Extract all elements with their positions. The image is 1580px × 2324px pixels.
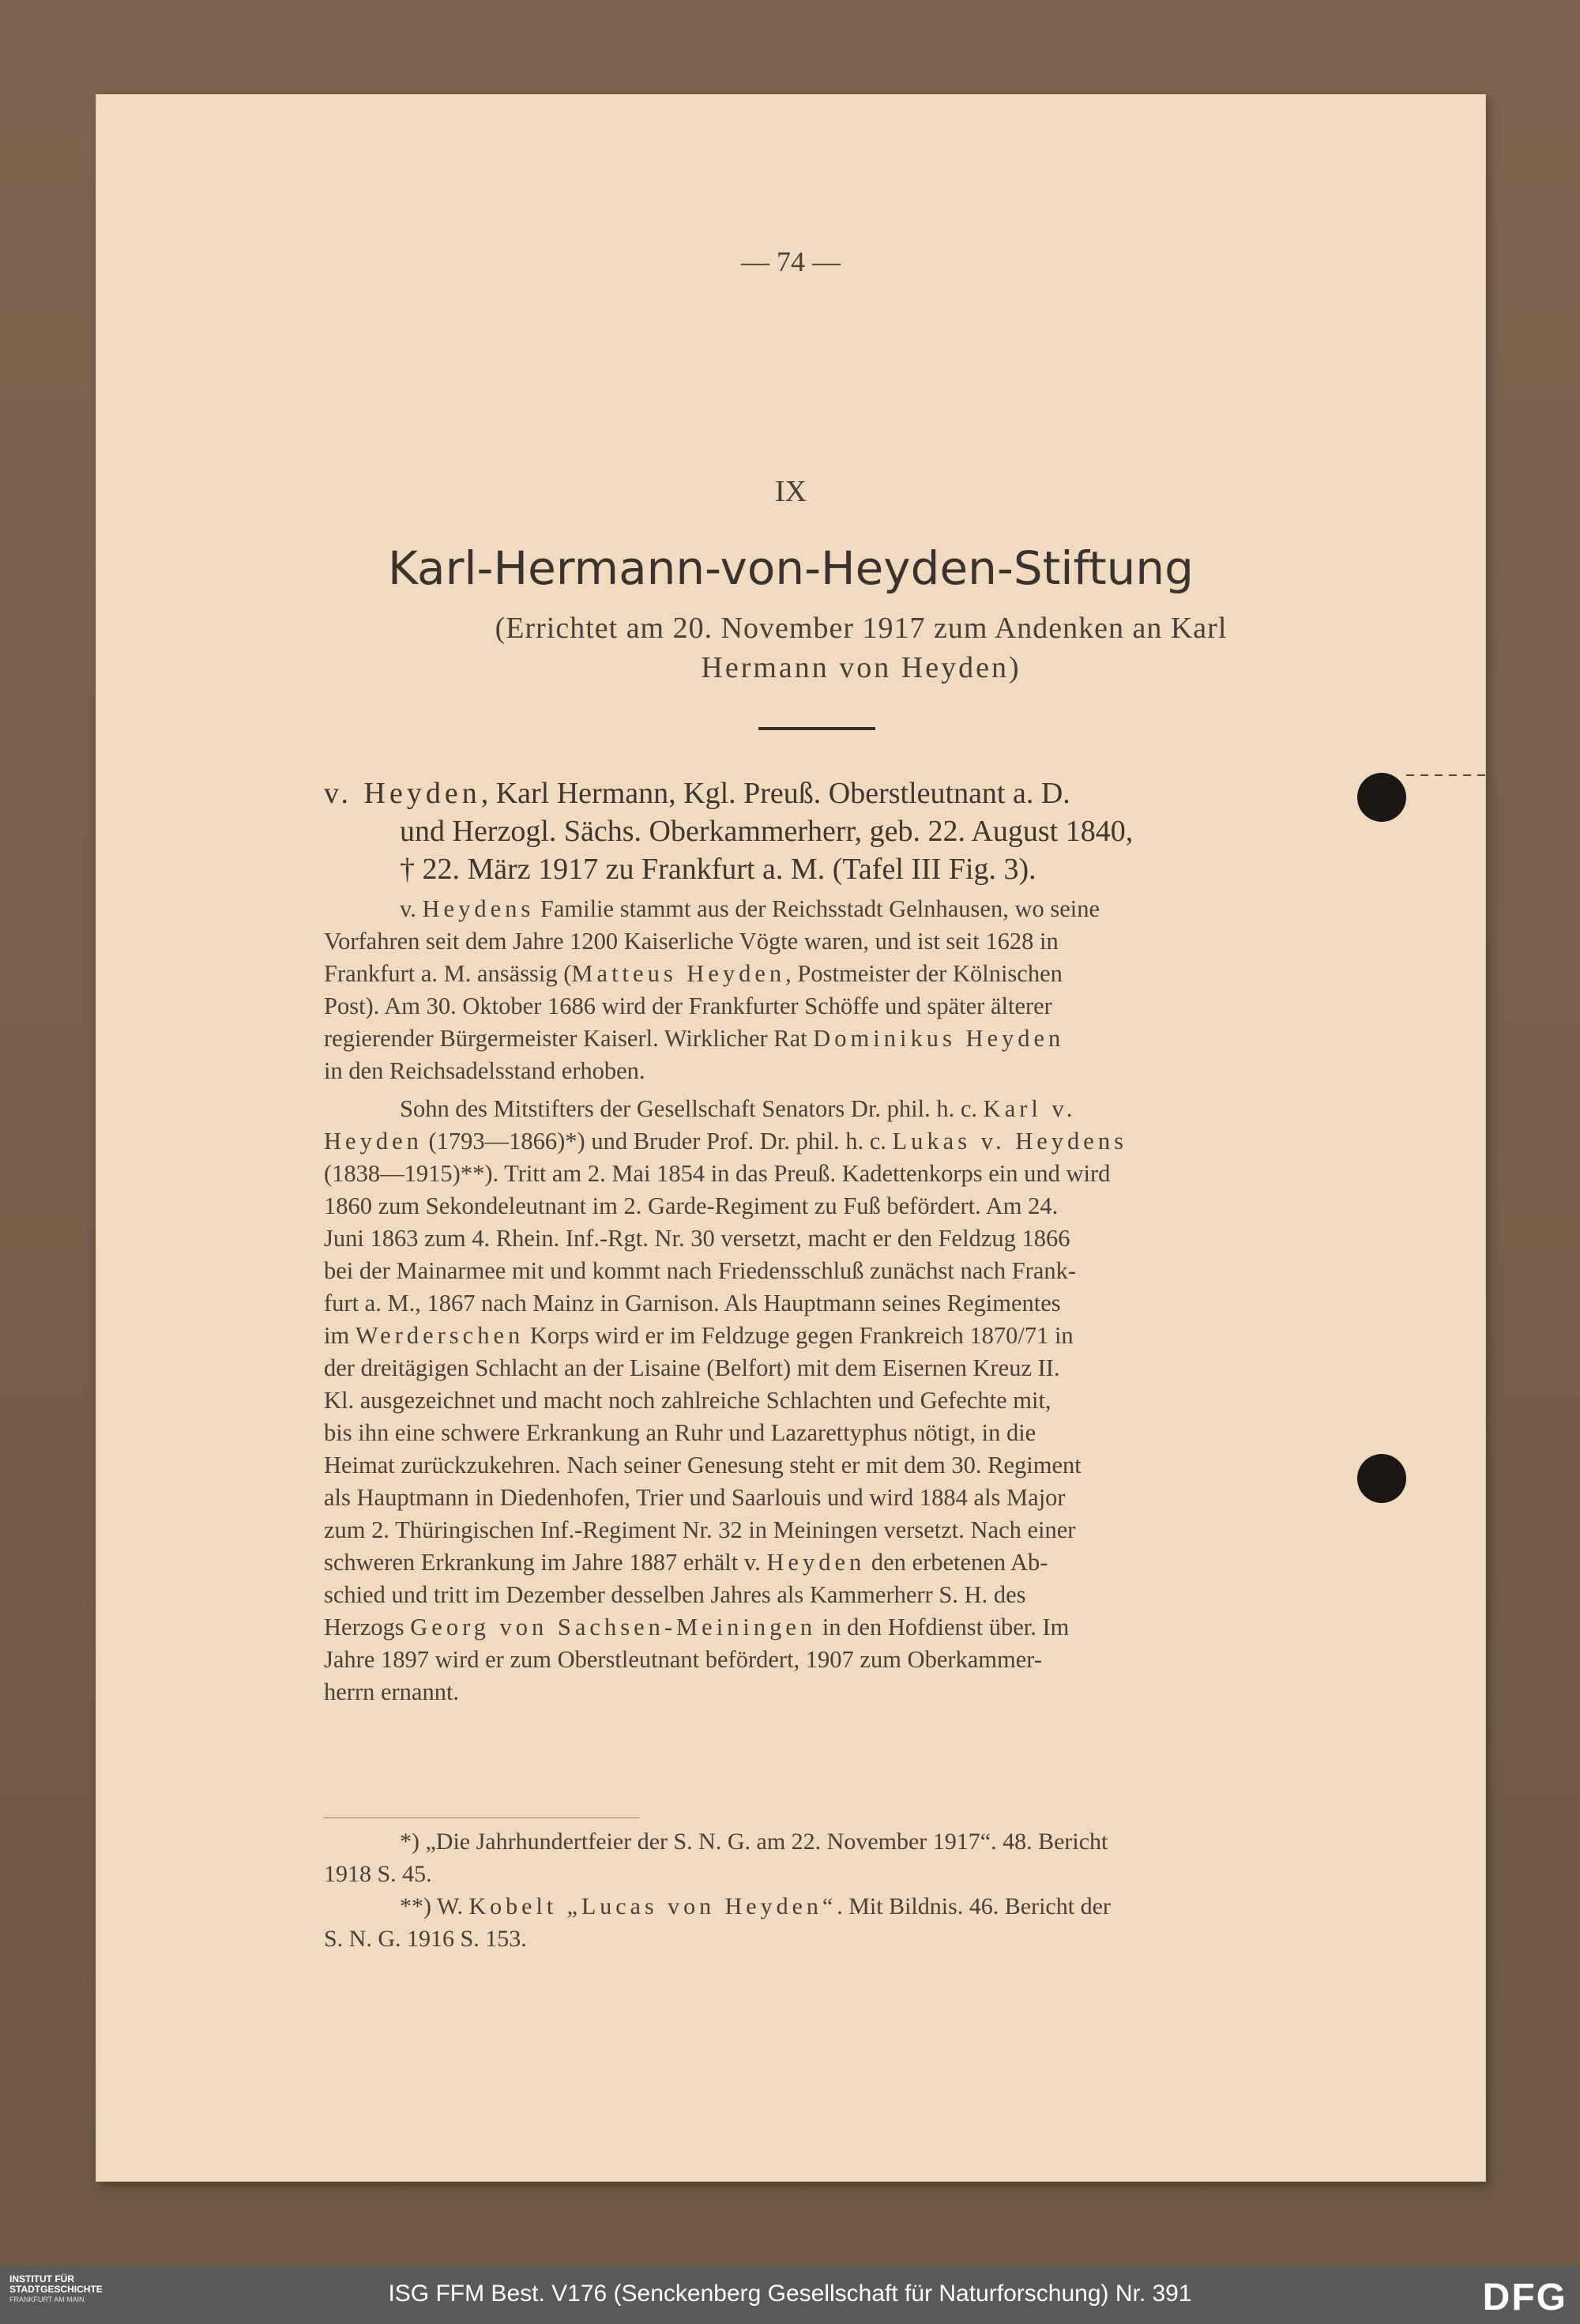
- footnotes: [324, 1825, 1398, 1955]
- text-line: Juni 1863 zum 4. Rhein. Inf.-Rgt. Nr. 30 versetzt, macht er den Feldzug 1866: [324, 1225, 1070, 1252]
- paragraph-biography: [324, 1093, 1398, 1708]
- text-run: schweren Erkrankung im Jahre 1887 erhält v.: [324, 1549, 767, 1576]
- text-line: Jahre 1897 wird er zum Oberstleutnant befördert, 1907 zum Oberkammer-: [324, 1646, 1042, 1673]
- document-page: [96, 95, 1485, 2181]
- text-run: (1793—1866)*) und Bruder Prof. Dr. phil. h. c.: [422, 1128, 893, 1154]
- institute-logo-line: STADTGESCHICHTE: [9, 2284, 103, 2295]
- archive-footer-bar: [0, 2266, 1580, 2324]
- entry-heading-line: und Herzogl. Sächs. Oberkammerherr, geb. 22. August 1840,: [400, 815, 1134, 848]
- text-line: [324, 1611, 1398, 1644]
- footnote-line: [324, 1890, 1398, 1923]
- footnote-line: 1918 S. 45.: [324, 1861, 432, 1887]
- spaced-name: Georg von Sachsen-Meiningen: [410, 1614, 817, 1640]
- spaced-name: Werderschen: [355, 1322, 525, 1349]
- page-number: — 74 —: [741, 246, 841, 277]
- text-run: Korps wird er im Feldzuge gegen Frankreich 1870/71 in: [524, 1322, 1074, 1349]
- spaced-name: Karl v.: [983, 1095, 1077, 1122]
- section-number: IX: [774, 475, 807, 508]
- spaced-name: Dominikus Heyden: [813, 1025, 1065, 1052]
- text-run: v.: [400, 895, 423, 922]
- text-run: Sohn des Mitstifters der Gesellschaft Senators Dr. phil. h. c.: [400, 1095, 984, 1122]
- torn-edge-marks: [1406, 774, 1485, 776]
- paragraph-family: [324, 893, 1398, 1087]
- text-line: schied und tritt im Dezember desselben Jahres als Kammerherr S. H. des: [324, 1581, 1026, 1608]
- text-line: in den Reichsadelsstand erhoben.: [324, 1057, 645, 1084]
- footnote-line: S. N. G. 1916 S. 153.: [324, 1926, 527, 1952]
- text-line: als Hauptmann in Diedenhofen, Trier und Saarlouis und wird 1884 als Major: [324, 1484, 1066, 1511]
- text-run: . Mit Bildnis. 46. Bericht der: [837, 1893, 1111, 1919]
- text-line: [324, 1093, 1398, 1125]
- text-run: im: [324, 1322, 356, 1349]
- text-line: [324, 1023, 1398, 1055]
- text-run: den erbetenen Ab-: [865, 1549, 1048, 1576]
- subtitle-line: (Errichtet am 20. November 1917 zum Andenken an Karl: [495, 612, 1228, 645]
- spaced-name: Lukas v. Heydens: [892, 1128, 1127, 1154]
- page-subtitle: [324, 608, 1398, 687]
- text-line: [324, 958, 1398, 990]
- text-run: Familie stammt aus der Reichsstadt Gelnhausen, wo seine: [534, 895, 1100, 922]
- text-run: **) W.: [400, 1893, 469, 1919]
- institute-logo-line: INSTITUT FÜR: [9, 2273, 74, 2284]
- spaced-name: Heyden: [766, 1549, 866, 1576]
- entry-heading-line: [324, 774, 1398, 812]
- page-title: Karl-Hermann-von-Heyden-Stiftung: [388, 541, 1194, 595]
- text-line: [324, 1546, 1398, 1579]
- subtitle-line: Hermann von Heyden): [701, 651, 1021, 684]
- entry-heading: [324, 774, 1398, 888]
- text-line: 1860 zum Sekondeleutnant im 2. Garde-Regiment zu Fuß befördert. Am 24.: [324, 1192, 1059, 1219]
- entry-heading-text: , Karl Hermann, Kgl. Preuß. Oberstleutnant a. D.: [480, 777, 1070, 810]
- archive-caption: ISG FFM Best. V176 (Senckenberg Gesellschaft für Naturforschung) Nr. 391: [388, 2281, 1192, 2307]
- text-line: der dreitägigen Schlacht an der Lisaine (Belfort) mit dem Eisernen Kreuz II.: [324, 1354, 1060, 1381]
- dfg-logo: DFG: [1482, 2277, 1567, 2318]
- spaced-name: Kobelt „Lucas von Heyden“: [468, 1893, 837, 1919]
- spaced-name: Heydens: [422, 895, 535, 922]
- text-run: Frankfurt a. M. ansässig (: [324, 960, 572, 987]
- text-line: herrn ernannt.: [324, 1678, 460, 1705]
- text-line: zum 2. Thüringischen Inf.-Regiment Nr. 32 in Meiningen versetzt. Nach einer: [324, 1516, 1076, 1543]
- text-line: Vorfahren seit dem Jahre 1200 Kaiserliche Vögte waren, und ist seit 1628 in: [324, 928, 1059, 955]
- footnote-divider: [324, 1817, 640, 1818]
- institute-logo-line: FRANKFURT AM MAIN: [9, 2296, 85, 2303]
- text-line: Post). Am 30. Oktober 1686 wird der Frankfurter Schöffe und später älterer: [324, 993, 1052, 1019]
- text-line: [324, 1125, 1398, 1158]
- entry-name: v. Heyden: [324, 777, 481, 810]
- spaced-name: Matteus Heyden: [571, 960, 786, 987]
- spaced-name: Heyden: [324, 1128, 423, 1154]
- text-run: Herzogs: [324, 1614, 411, 1640]
- text-line: furt a. M., 1867 nach Mainz in Garnison. Als Hauptmann seines Regimentes: [324, 1290, 1061, 1316]
- title-divider: [758, 727, 875, 730]
- text-line: bis ihn eine schwere Erkrankung an Ruhr und Lazarettyphus nötigt, in die: [324, 1419, 1036, 1446]
- text-line: (1838—1915)**). Tritt am 2. Mai 1854 in das Preuß. Kadettenkorps ein und wird: [324, 1160, 1111, 1187]
- footnote-line: *) „Die Jahrhundertfeier der S. N. G. am 22. November 1917“. 48. Bericht: [400, 1829, 1108, 1855]
- text-line: bei der Mainarmee mit und kommt nach Friedensschluß zunächst nach Frank-: [324, 1257, 1077, 1284]
- text-line: Heimat zurückzukehren. Nach seiner Genesung steht er mit dem 30. Regiment: [324, 1452, 1082, 1478]
- text-line: [324, 1320, 1398, 1352]
- text-line: Kl. ausgezeichnet und macht noch zahlreiche Schlachten und Gefechte mit,: [324, 1387, 1051, 1414]
- text-line: [324, 893, 1398, 925]
- text-run: in den Hofdienst über. Im: [816, 1614, 1070, 1640]
- text-run: , Postmeister der Kölnischen: [785, 960, 1063, 987]
- entry-heading-line: † 22. März 1917 zu Frankfurt a. M. (Tafel III Fig. 3).: [400, 853, 1036, 886]
- text-run: regierender Bürgermeister Kaiserl. Wirklicher Rat: [324, 1025, 814, 1052]
